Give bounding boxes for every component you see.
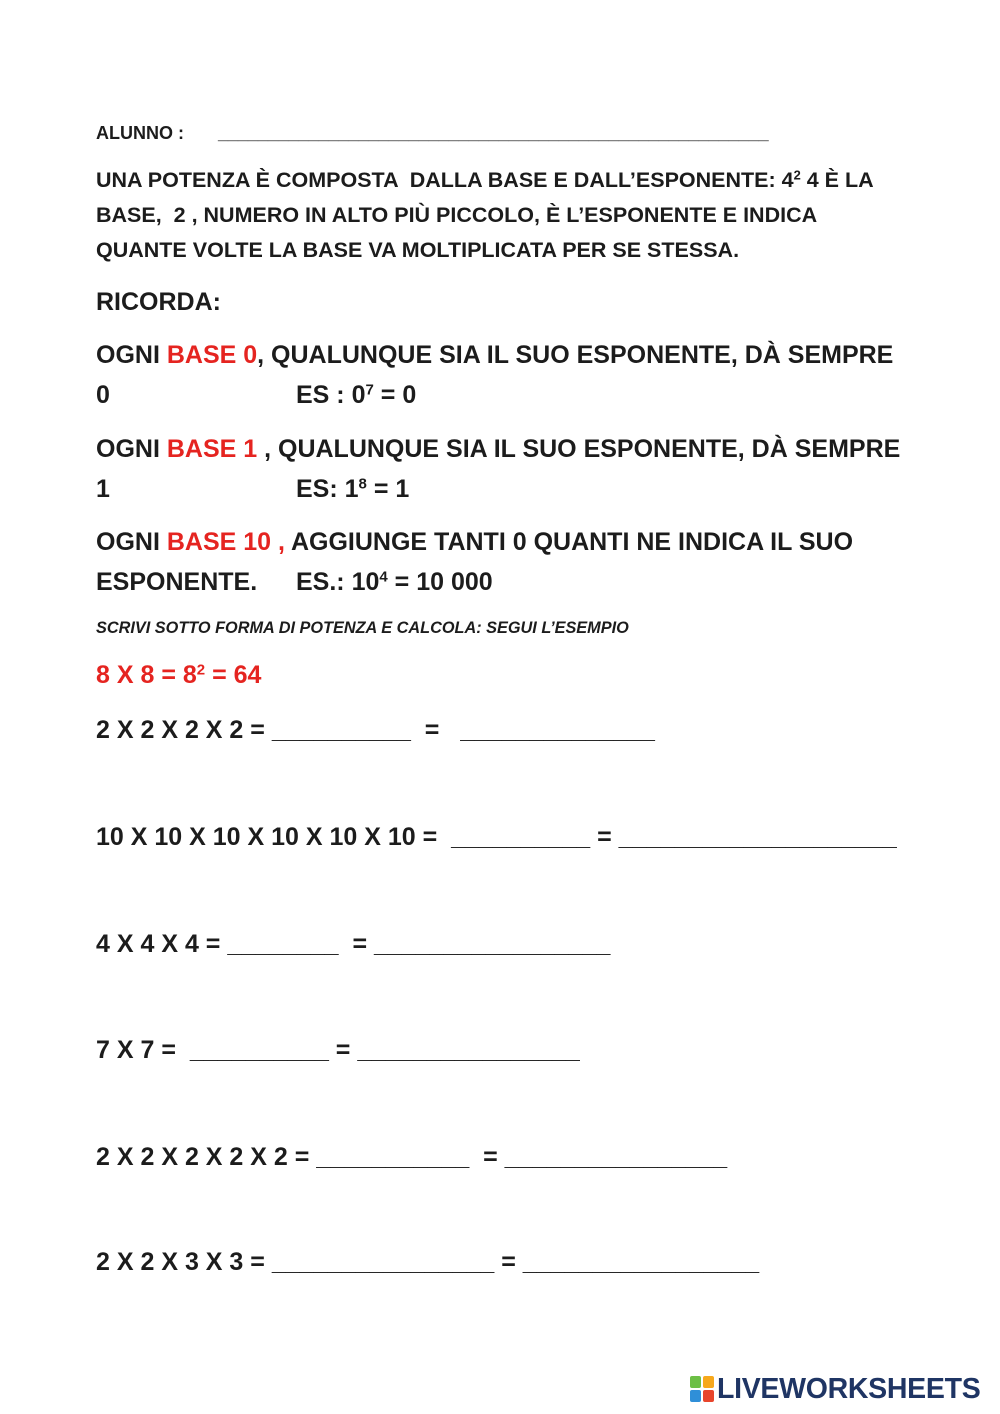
intro-text: UNA POTENZA È COMPOSTA DALLA BASE E DALL’ESPONENTE: 4: [96, 168, 794, 192]
rule-continuation-text: 1: [96, 475, 110, 503]
rule-base-one: [96, 429, 900, 509]
result-answer-blank[interactable]: ______________: [460, 716, 655, 744]
exercise-3: [96, 929, 610, 959]
power-answer-blank[interactable]: __________: [189, 1036, 329, 1064]
liveworksheets-logo-icon: [690, 1376, 714, 1402]
equals-sign: =: [469, 1143, 505, 1171]
exercise-6: [96, 1247, 759, 1277]
worked-example-result: = 64: [205, 661, 262, 689]
rule-text: AGGIUNGE TANTI 0 QUANTI NE INDICA IL SUO: [284, 528, 854, 556]
equals-sign: =: [590, 823, 619, 851]
rule-statement: [96, 522, 853, 562]
result-answer-blank[interactable]: _________________: [522, 1248, 760, 1276]
rule-example: [296, 562, 493, 602]
remember-heading: RICORDA:: [96, 288, 221, 316]
exercise-1: [96, 715, 655, 745]
student-name-label: ALUNNO :: [96, 123, 184, 143]
rule-lead: OGNI: [96, 528, 167, 556]
logo-tile: [703, 1390, 714, 1402]
exercise-expression: 2 X 2 X 3 X 3 =: [96, 1248, 272, 1276]
result-answer-blank[interactable]: ________________: [357, 1036, 580, 1064]
worked-example-base: 8 X 8 = 8: [96, 661, 197, 689]
rule-lead: OGNI: [96, 341, 167, 369]
rule-lead: OGNI: [96, 435, 167, 463]
exercise-expression: 2 X 2 X 2 X 2 X 2 =: [96, 1143, 317, 1171]
example-base: ES : 0: [296, 381, 366, 409]
power-answer-blank[interactable]: ________________: [271, 1248, 495, 1276]
rule-statement: [96, 429, 900, 469]
rule-base-ten: [96, 522, 853, 602]
equals-sign: =: [494, 1248, 523, 1276]
example-exponent: 7: [365, 381, 374, 399]
exercise-4: [96, 1035, 580, 1065]
example-result: = 10 000: [387, 568, 493, 596]
worked-example-exponent: 2: [196, 661, 206, 679]
power-answer-blank[interactable]: __________: [451, 823, 591, 851]
logo-text: LIVEWORKSHEETS: [717, 1373, 981, 1405]
exercise-expression: 10 X 10 X 10 X 10 X 10 X 10 =: [96, 823, 452, 851]
intro-line: BASE, 2 , NUMERO IN ALTO PIÙ PICCOLO, È L’ESPONENTE E INDICA: [96, 203, 818, 227]
rule-continuation: [96, 469, 900, 509]
rule-highlight: BASE 10 ,: [166, 528, 285, 556]
result-answer-blank[interactable]: ________________: [504, 1143, 728, 1171]
example-exponent: 8: [358, 475, 367, 493]
intro-line: QUANTE VOLTE LA BASE VA MOLTIPLICATA PER SE STESSA.: [96, 238, 740, 262]
rule-continuation-text: 0: [96, 381, 110, 409]
intro-exponent: 2: [793, 167, 801, 183]
student-name-row: [96, 121, 769, 145]
equals-sign: =: [338, 930, 375, 958]
power-answer-blank[interactable]: ___________: [316, 1143, 470, 1171]
rule-highlight: BASE 1: [166, 435, 258, 463]
student-name-blank[interactable]: _______________________________________________________: [218, 123, 769, 143]
intro-line: [96, 163, 874, 198]
exercise-expression: 4 X 4 X 4 =: [96, 930, 228, 958]
exercise-2: [96, 822, 897, 852]
result-answer-blank[interactable]: _________________: [374, 930, 611, 958]
result-answer-blank[interactable]: ____________________: [618, 823, 897, 851]
rule-base-zero: [96, 335, 893, 415]
exercise-expression: 2 X 2 X 2 X 2 =: [96, 716, 272, 744]
rule-text: , QUALUNQUE SIA IL SUO ESPONENTE, DÀ SEMPRE: [257, 341, 894, 369]
liveworksheets-logo: [690, 1373, 980, 1405]
logo-tile: [703, 1376, 714, 1388]
worked-example: [96, 660, 261, 690]
rule-statement: [96, 335, 893, 375]
rule-continuation: [96, 562, 853, 602]
rule-highlight: BASE 0: [166, 341, 258, 369]
power-answer-blank[interactable]: __________: [271, 716, 411, 744]
rule-continuation-text: ESPONENTE.: [96, 568, 258, 596]
exercise-5: [96, 1142, 727, 1172]
equals-sign: =: [410, 716, 461, 744]
rule-example: [296, 469, 409, 509]
example-base: ES: 1: [296, 475, 359, 503]
rule-text: , QUALUNQUE SIA IL SUO ESPONENTE, DÀ SEMPRE: [257, 435, 901, 463]
logo-tile: [690, 1376, 701, 1388]
intro-paragraph: [96, 163, 874, 268]
example-result: = 1: [366, 475, 410, 503]
power-answer-blank[interactable]: ________: [227, 930, 339, 958]
rule-example: [296, 375, 416, 415]
rule-continuation: [96, 375, 893, 415]
intro-text: 4 È LA: [800, 168, 874, 192]
logo-tile: [690, 1390, 701, 1402]
example-base: ES.: 10: [296, 568, 380, 596]
example-exponent: 4: [379, 568, 388, 586]
exercise-instruction: SCRIVI SOTTO FORMA DI POTENZA E CALCOLA: SEGUI L’ESEMPIO: [96, 619, 629, 637]
example-result: = 0: [373, 381, 417, 409]
exercise-expression: 7 X 7 =: [96, 1036, 190, 1064]
equals-sign: =: [328, 1036, 358, 1064]
